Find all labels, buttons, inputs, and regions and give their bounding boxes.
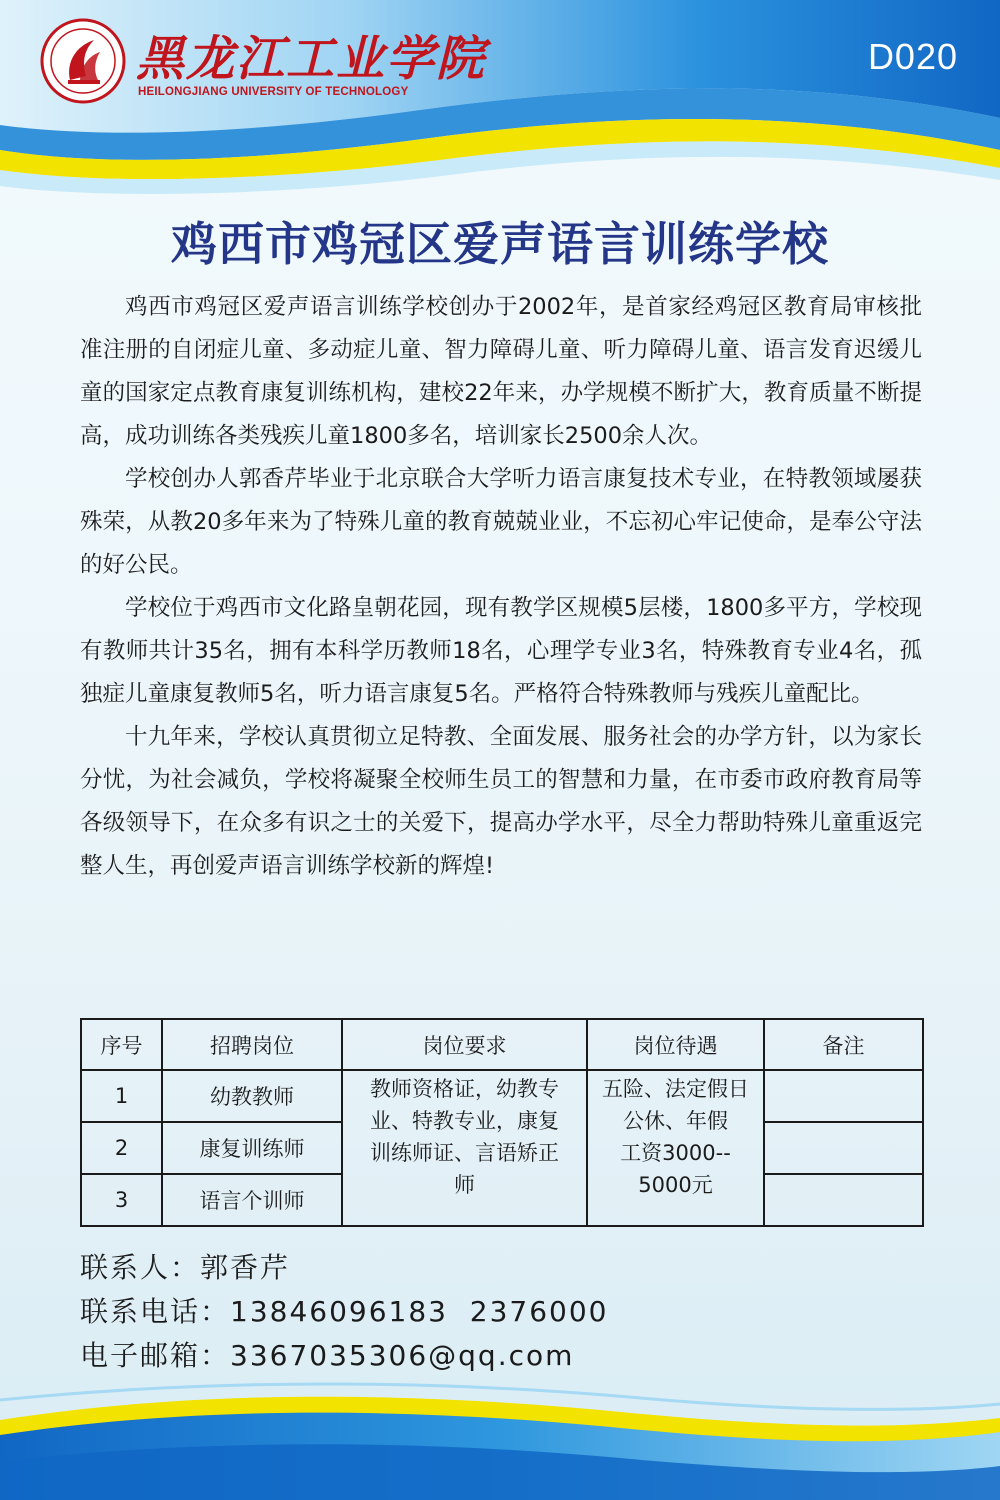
contact-email-label: 电子邮箱： xyxy=(80,1339,231,1372)
intro-text xyxy=(80,286,922,888)
contact-person-label: 联系人： xyxy=(80,1251,201,1284)
header-position: 招聘岗位 xyxy=(162,1019,342,1070)
contact-email xyxy=(80,1334,608,1378)
contact-phone xyxy=(80,1290,608,1334)
logo-name-en: HEILONGJIANG UNIVERSITY OF TECHNOLOGY xyxy=(138,86,409,98)
contact-person-value: 郭香芹 xyxy=(200,1251,291,1284)
remarks-cell xyxy=(764,1174,923,1226)
contact-email-value: 3367035306@qq.com xyxy=(230,1339,575,1372)
requirements-line: 训练师证、言语矫正 xyxy=(370,1141,559,1165)
contact-phone-label: 联系电话： xyxy=(80,1295,231,1328)
benefits-line: 五险、法定假日 xyxy=(602,1077,749,1101)
row-position: 语言个训师 xyxy=(162,1174,342,1226)
paragraph-4: 十九年来，学校认真贯彻立足特教、全面发展、服务社会的办学方针，以为家长分忧，为社会减负，学校将凝聚全校师生员工的智慧和力量，在市委市政府教育局等各级领导下，在众多有识之士的关爱下，提高办学水平，尽全力帮助特殊儿童重返完整人生，再创爱声语言训练学校新的辉煌! xyxy=(80,724,922,879)
page-title: 鸡西市鸡冠区爱声语言训练学校 xyxy=(171,217,829,271)
table-row xyxy=(81,1070,923,1122)
requirements-cell xyxy=(342,1070,587,1226)
paragraph-1: 鸡西市鸡冠区爱声语言训练学校创办于2002年，是首家经鸡冠区教育局审核批准注册的自闭症儿童、多动症儿童、智力障碍儿童、听力障碍儿童、语言发育迟缓儿童的国家定点教育康复训练机构，建校22年来，办学规模不断扩大，教育质量不断提高，成功训练各类残疾儿童1800多名，培训家长2500余人次。 xyxy=(80,294,922,449)
header-requirements: 岗位要求 xyxy=(342,1019,587,1070)
paragraph-2: 学校创办人郭香芹毕业于北京联合大学听力语言康复技术专业，在特教领域屡获殊荣，从教20多年来为了特殊儿童的教育兢兢业业，不忘初心牢记使命，是奉公守法的好公民。 xyxy=(80,466,922,578)
university-emblem-icon xyxy=(40,18,126,104)
contact-person xyxy=(80,1246,608,1290)
header-remarks: 备注 xyxy=(764,1019,923,1070)
benefits-line: 工资3000-- xyxy=(620,1141,731,1165)
table-header-row xyxy=(81,1019,923,1070)
poster-code: D020 xyxy=(867,36,958,77)
benefits-cell xyxy=(587,1070,764,1226)
header-no: 序号 xyxy=(81,1019,162,1070)
row-no: 1 xyxy=(81,1070,162,1122)
row-position: 康复训练师 xyxy=(162,1122,342,1174)
row-no: 3 xyxy=(81,1174,162,1226)
benefits-line: 5000元 xyxy=(638,1173,713,1197)
requirements-line: 师 xyxy=(454,1173,475,1197)
row-no: 2 xyxy=(81,1122,162,1174)
requirements-line: 业、特教专业，康复 xyxy=(370,1109,559,1133)
recruitment-table xyxy=(80,1018,924,1227)
requirements-line: 教师资格证，幼教专 xyxy=(370,1077,559,1101)
benefits-line: 公休、年假 xyxy=(623,1109,728,1133)
row-position: 幼教教师 xyxy=(162,1070,342,1122)
university-logo xyxy=(40,18,487,108)
remarks-cell xyxy=(764,1070,923,1122)
header-benefits: 岗位待遇 xyxy=(587,1019,764,1070)
remarks-cell xyxy=(764,1122,923,1174)
paragraph-3: 学校位于鸡西市文化路皇朝花园，现有教学区规模5层楼，1800多平方，学校现有教师共计35名，拥有本科学历教师18名，心理学专业3名，特殊教育专业4名，孤独症儿童康复教师5名，听力语言康复5名。严格符合特殊教师与残疾儿童配比。 xyxy=(80,595,922,707)
contact-info xyxy=(80,1246,608,1378)
contact-phone-value: 13846096183 2376000 xyxy=(230,1295,609,1328)
logo-name-cn: 黑龙江工业学院 xyxy=(136,31,487,87)
